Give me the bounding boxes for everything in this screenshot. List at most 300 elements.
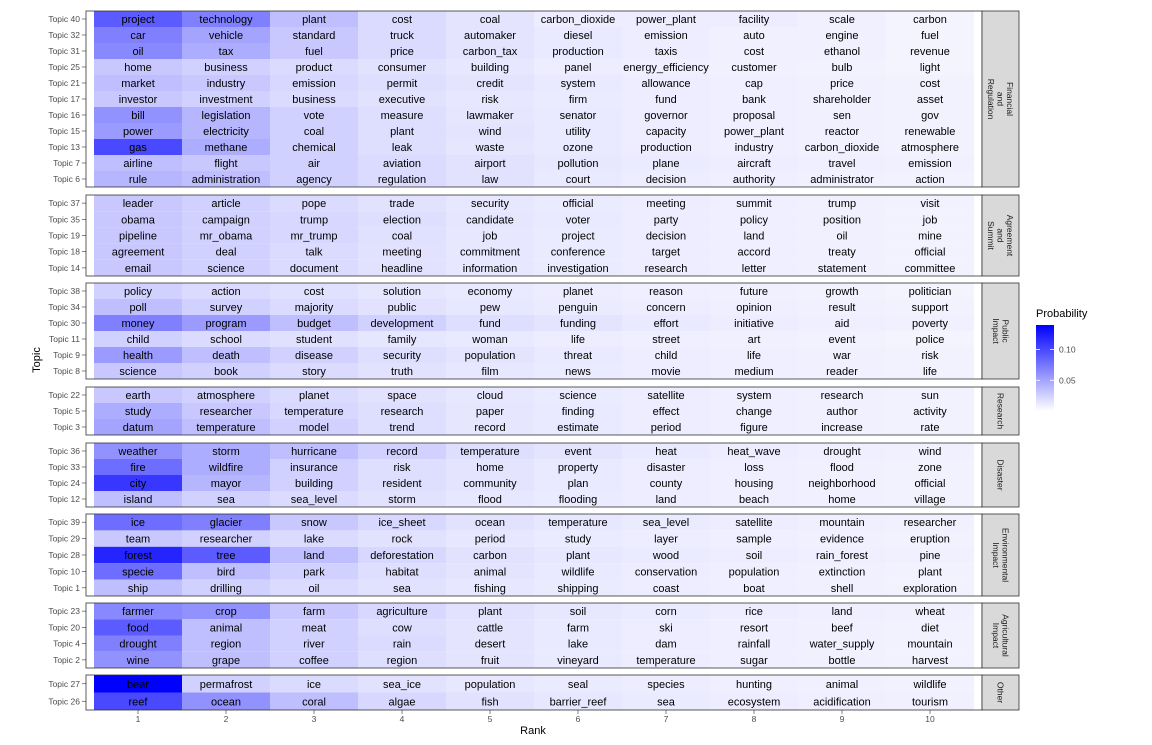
term-label: pine (919, 550, 941, 562)
term-label: life (570, 334, 586, 346)
x-tick-label: 10 (925, 714, 935, 724)
term-label: woman (472, 334, 508, 346)
topic-label: Topic 8 (53, 366, 80, 376)
term-label: trade (389, 198, 415, 211)
term-label: conference (550, 246, 606, 259)
term-label: shareholder (812, 94, 872, 106)
term-label: penguin (558, 302, 598, 314)
term-label: specie (122, 566, 154, 579)
term-label: fuel (921, 30, 939, 42)
term-label: layer (654, 533, 678, 546)
topic-label: Topic 12 (48, 494, 80, 504)
term-label: air (307, 158, 321, 170)
term-label: executive (378, 94, 426, 106)
panel-other (48, 675, 1019, 710)
term-label: technology (199, 14, 253, 26)
term-label: article (211, 198, 241, 211)
term-label: law (481, 174, 499, 186)
term-label: wood (652, 550, 680, 562)
term-label: snow (301, 517, 327, 530)
term-label: agriculture (376, 606, 428, 619)
term-label: temperature (284, 406, 344, 418)
term-label: mr_trump (290, 230, 338, 243)
facet-strip-label: PublicImpact (990, 318, 1011, 344)
term-label: price (390, 46, 414, 58)
topic-label: Topic 13 (48, 142, 80, 152)
term-label: regulation (377, 174, 427, 186)
term-label: agreement (111, 246, 165, 259)
term-label: research (644, 262, 688, 275)
term-label: ski (659, 622, 673, 635)
term-label: resort (739, 622, 769, 635)
term-label: habitat (385, 566, 419, 579)
term-label: travel (828, 158, 856, 170)
term-label: electricity (203, 126, 249, 138)
topic-label: Topic 14 (48, 262, 80, 273)
probability-legend (1036, 308, 1088, 411)
term-label: team (125, 533, 151, 546)
term-label: email (124, 262, 152, 275)
term-label: researcher (199, 533, 253, 546)
term-label: drought (119, 638, 157, 651)
term-label: ecosystem (727, 696, 781, 709)
term-label: investor (118, 94, 158, 106)
term-label: cost (303, 286, 325, 298)
term-label: auto (743, 30, 765, 42)
term-label: emission (908, 158, 952, 170)
term-label: politician (908, 286, 952, 298)
term-label: wildlife (913, 678, 947, 691)
term-label: action (211, 286, 241, 298)
term-label: crop (215, 606, 237, 619)
term-label: consumer (377, 62, 427, 74)
term-label: child (654, 350, 678, 362)
term-label: temperature (548, 517, 608, 530)
term-label: business (292, 94, 336, 106)
term-label: ocean (211, 696, 241, 709)
term-label: finding (561, 406, 595, 418)
term-label: policy (739, 214, 769, 227)
term-label: security (471, 198, 509, 211)
term-label: bank (742, 94, 766, 106)
term-label: methane (204, 142, 248, 154)
term-label: drought (823, 446, 861, 458)
term-label: housing (734, 478, 774, 490)
term-label: exploration (903, 582, 957, 595)
term-label: meat (301, 622, 327, 635)
term-label: estimate (557, 422, 599, 434)
term-label: plant (566, 550, 590, 562)
term-label: film (481, 366, 499, 378)
term-label: city (129, 478, 147, 490)
term-label: official (562, 198, 594, 211)
term-label: asset (916, 94, 944, 106)
term-label: administrator (810, 174, 874, 186)
topic-label: Topic 1 (53, 582, 80, 593)
term-label: student (295, 334, 333, 346)
term-label: market (121, 78, 155, 90)
term-label: book (214, 366, 238, 378)
x-tick-label: 9 (839, 714, 845, 724)
term-label: park (303, 566, 325, 579)
term-label: atmosphere (900, 142, 960, 154)
term-label: vote (303, 110, 325, 122)
term-label: mr_obama (199, 230, 253, 243)
term-label: species (647, 678, 685, 691)
term-label: community (463, 478, 517, 490)
topic-label: Topic 5 (53, 406, 80, 416)
term-label: science (119, 366, 157, 378)
term-label: flight (214, 158, 238, 170)
term-label: plant (918, 566, 942, 579)
term-label: weather (118, 446, 158, 458)
term-label: panel (564, 62, 592, 74)
term-label: aviation (383, 158, 421, 170)
term-label: customer (731, 62, 777, 74)
term-label: reef (128, 696, 148, 709)
term-label: permafrost (199, 678, 253, 691)
term-label: treaty (828, 246, 856, 259)
legend-tick-label: 0.05 (1059, 375, 1076, 386)
term-label: mine (918, 230, 942, 243)
term-label: period (474, 533, 506, 546)
term-label: art (747, 334, 761, 346)
term-label: space (387, 390, 417, 402)
panel-agreement-and-summit (48, 195, 1019, 276)
term-label: plane (652, 158, 680, 170)
term-label: sea (393, 582, 411, 595)
term-label: legislation (201, 110, 251, 122)
term-label: job (922, 214, 938, 227)
term-label: rain (392, 638, 412, 651)
term-label: land (831, 606, 853, 619)
term-label: building (295, 478, 333, 490)
term-label: fuel (305, 46, 323, 58)
term-label: engine (825, 30, 859, 42)
term-label: atmosphere (196, 390, 256, 402)
term-label: economy (467, 286, 513, 298)
term-label: funding (559, 318, 597, 330)
term-label: effort (653, 318, 679, 330)
term-label: cost (391, 14, 413, 26)
term-label: school (210, 334, 242, 346)
term-label: health (123, 350, 153, 362)
term-label: system (736, 390, 772, 402)
term-label: risk (921, 350, 939, 362)
term-label: court (565, 174, 591, 186)
term-label: diet (921, 622, 939, 635)
term-label: opinion (736, 302, 772, 314)
term-label: diesel (563, 30, 593, 42)
term-label: party (653, 214, 679, 227)
term-label: car (130, 30, 146, 42)
term-label: lake (567, 638, 589, 651)
term-label: leader (122, 198, 154, 211)
term-label: record (474, 422, 506, 434)
term-label: event (828, 334, 856, 346)
facet-strip-label: Other (995, 681, 1006, 704)
topic-label: Topic 4 (53, 638, 80, 649)
term-label: rainfall (737, 638, 771, 651)
term-label: model (299, 422, 329, 434)
term-label: animal (825, 678, 859, 691)
term-label: risk (393, 462, 411, 474)
term-label: campaign (202, 214, 250, 227)
term-label: ethanol (823, 46, 861, 58)
term-label: farm (303, 606, 325, 619)
term-label: research (820, 390, 864, 402)
legend-tick-label: 0.10 (1059, 344, 1076, 355)
term-label: farmer (122, 606, 154, 619)
term-label: permit (386, 78, 418, 90)
term-label: light (919, 62, 941, 74)
x-axis (136, 710, 935, 724)
term-label: survey (209, 302, 243, 314)
y-axis-title: Topic (31, 347, 43, 373)
topic-label: Topic 38 (48, 286, 80, 296)
term-label: wine (126, 654, 150, 667)
term-label: food (127, 622, 149, 635)
term-label: carbon (913, 14, 947, 26)
term-label: ice (130, 517, 146, 530)
term-label: policy (123, 286, 153, 298)
term-label: dam (655, 638, 677, 651)
topic-label: Topic 34 (48, 302, 80, 312)
term-label: taxis (654, 46, 678, 58)
term-label: population (464, 678, 516, 691)
facet-strip-label: Research (995, 392, 1006, 430)
term-label: bottle (828, 654, 856, 667)
topic-label: Topic 9 (53, 350, 80, 360)
term-label: emission (292, 78, 336, 90)
term-label: harvest (911, 654, 949, 667)
term-label: renewable (904, 126, 956, 138)
term-label: majority (294, 302, 334, 314)
term-label: event (564, 446, 592, 458)
term-label: population (464, 350, 516, 362)
term-label: official (914, 246, 946, 259)
term-label: cattle (476, 622, 504, 635)
term-label: evidence (819, 533, 865, 546)
term-label: soil (745, 550, 763, 562)
term-label: production (640, 142, 692, 154)
term-label: rule (128, 174, 148, 186)
facet-strip-label: AgreementandSummit (986, 214, 1015, 257)
term-label: animal (209, 622, 243, 635)
term-label: waste (475, 142, 505, 154)
term-label: death (212, 350, 240, 362)
term-label: reactor (824, 126, 860, 138)
term-label: seal (567, 678, 589, 691)
term-label: airline (123, 158, 153, 170)
term-label: credit (476, 78, 504, 90)
term-label: region (210, 638, 242, 651)
x-tick-label: 7 (663, 714, 669, 724)
term-label: poverty (911, 318, 949, 330)
term-label: leak (391, 142, 413, 154)
topic-label: Topic 35 (48, 214, 80, 225)
term-label: deal (215, 246, 237, 259)
term-label: plant (302, 14, 326, 26)
term-label: public (387, 302, 417, 314)
term-label: plant (478, 606, 502, 619)
term-label: beef (831, 622, 853, 635)
term-label: earth (125, 390, 151, 402)
term-label: deforestation (370, 550, 434, 562)
term-label: visit (920, 198, 940, 211)
term-label: accord (737, 246, 771, 259)
term-label: research (380, 406, 424, 418)
term-label: carbon_dioxide (540, 14, 616, 26)
term-label: standard (292, 30, 336, 42)
term-label: meeting (382, 246, 422, 259)
term-label: price (830, 78, 854, 90)
topic-label: Topic 16 (48, 110, 80, 120)
term-label: pollution (557, 158, 599, 170)
term-label: carbon_dioxide (804, 142, 880, 154)
term-label: shipping (557, 582, 599, 595)
term-label: cost (919, 78, 941, 90)
term-label: oil (836, 230, 848, 243)
term-label: county (649, 478, 683, 490)
term-label: utility (565, 126, 591, 138)
term-label: building (471, 62, 509, 74)
term-label: governor (644, 110, 688, 122)
term-label: change (735, 406, 773, 418)
term-label: loss (744, 462, 764, 474)
term-label: bear (126, 678, 150, 691)
term-label: land (303, 550, 325, 562)
legend-title: Probability (1036, 308, 1088, 320)
term-label: industry (734, 142, 774, 154)
term-label: investigation (547, 262, 609, 275)
term-label: rate (920, 422, 940, 434)
term-label: vineyard (557, 654, 599, 667)
term-label: position (823, 214, 861, 227)
topic-label: Topic 18 (48, 246, 80, 257)
term-label: ship (127, 582, 149, 595)
term-label: letter (741, 262, 767, 275)
term-label: threat (563, 350, 593, 362)
term-label: system (560, 78, 596, 90)
term-label: disaster (646, 462, 686, 474)
term-label: administration (191, 174, 261, 186)
term-label: sample (736, 533, 772, 546)
term-label: power_plant (636, 14, 696, 26)
term-label: conservation (634, 566, 698, 579)
term-label: home (476, 462, 504, 474)
term-label: solution (383, 286, 421, 298)
term-label: program (205, 318, 247, 330)
term-label: coal (303, 126, 325, 138)
term-label: lawmaker (466, 110, 514, 122)
term-label: activity (913, 406, 947, 418)
term-label: carbon_tax (462, 46, 518, 58)
term-label: paper (475, 406, 505, 418)
topic-label: Topic 24 (48, 478, 80, 488)
term-label: period (650, 422, 682, 434)
term-label: carbon (473, 550, 507, 562)
term-label: obama (121, 214, 155, 227)
term-label: temperature (196, 422, 256, 434)
term-label: pew (479, 302, 501, 314)
term-label: hunting (735, 678, 773, 691)
topic-label: Topic 7 (53, 158, 80, 168)
term-label: flood (478, 494, 502, 506)
term-label: movie (651, 366, 681, 378)
term-label: researcher (903, 517, 957, 530)
topic-label: Topic 36 (48, 446, 80, 456)
term-label: concern (646, 302, 686, 314)
term-label: glacier (209, 517, 243, 530)
term-label: temperature (636, 654, 696, 667)
term-label: result (828, 302, 856, 314)
topic-label: Topic 33 (48, 462, 80, 472)
term-label: future (739, 286, 769, 298)
term-label: plant (390, 126, 414, 138)
term-label: animal (473, 566, 507, 579)
x-tick-label: 3 (311, 714, 317, 724)
term-label: planet (299, 390, 329, 402)
term-label: barrier_reef (549, 696, 607, 709)
term-label: increase (821, 422, 863, 434)
term-label: bulb (831, 62, 853, 74)
term-label: bill (131, 110, 145, 122)
term-label: wheat (915, 606, 945, 619)
term-label: oil (132, 46, 144, 58)
term-label: gov (921, 110, 939, 122)
term-label: reason (649, 286, 683, 298)
term-label: home (828, 494, 856, 506)
term-label: cap (745, 78, 763, 90)
term-label: beach (739, 494, 769, 506)
term-label: support (911, 302, 949, 314)
term-label: grape (211, 654, 241, 667)
term-label: capacity (645, 126, 687, 138)
term-label: boat (743, 582, 765, 595)
term-label: action (915, 174, 945, 186)
term-label: job (482, 230, 498, 243)
topic-label: Topic 31 (48, 46, 80, 56)
topic-label: Topic 20 (48, 622, 80, 633)
term-label: decision (645, 230, 687, 243)
term-label: news (565, 366, 591, 378)
topic-label: Topic 22 (48, 390, 80, 400)
term-label: home (124, 62, 152, 74)
topic-label: Topic 3 (53, 422, 80, 432)
term-label: child (126, 334, 150, 346)
term-label: plan (567, 478, 589, 490)
term-label: land (743, 230, 765, 243)
term-label: oil (308, 582, 320, 595)
term-label: temperature (460, 446, 520, 458)
term-label: investment (199, 94, 253, 106)
term-label: trump (299, 214, 329, 227)
term-label: hurricane (291, 446, 337, 458)
term-label: coast (652, 582, 680, 595)
term-label: property (557, 462, 599, 474)
term-label: committee (904, 262, 956, 275)
term-label: river (303, 638, 325, 651)
term-label: medium (734, 366, 774, 378)
term-label: life (922, 366, 938, 378)
term-label: study (124, 406, 152, 418)
term-label: sea_level (642, 517, 690, 530)
facet-strip-label: Disaster (995, 459, 1006, 491)
panel-agricultural-impact (48, 603, 1019, 668)
panel-financial-and-regulation (48, 11, 1019, 187)
term-label: energy_efficiency (623, 62, 709, 74)
